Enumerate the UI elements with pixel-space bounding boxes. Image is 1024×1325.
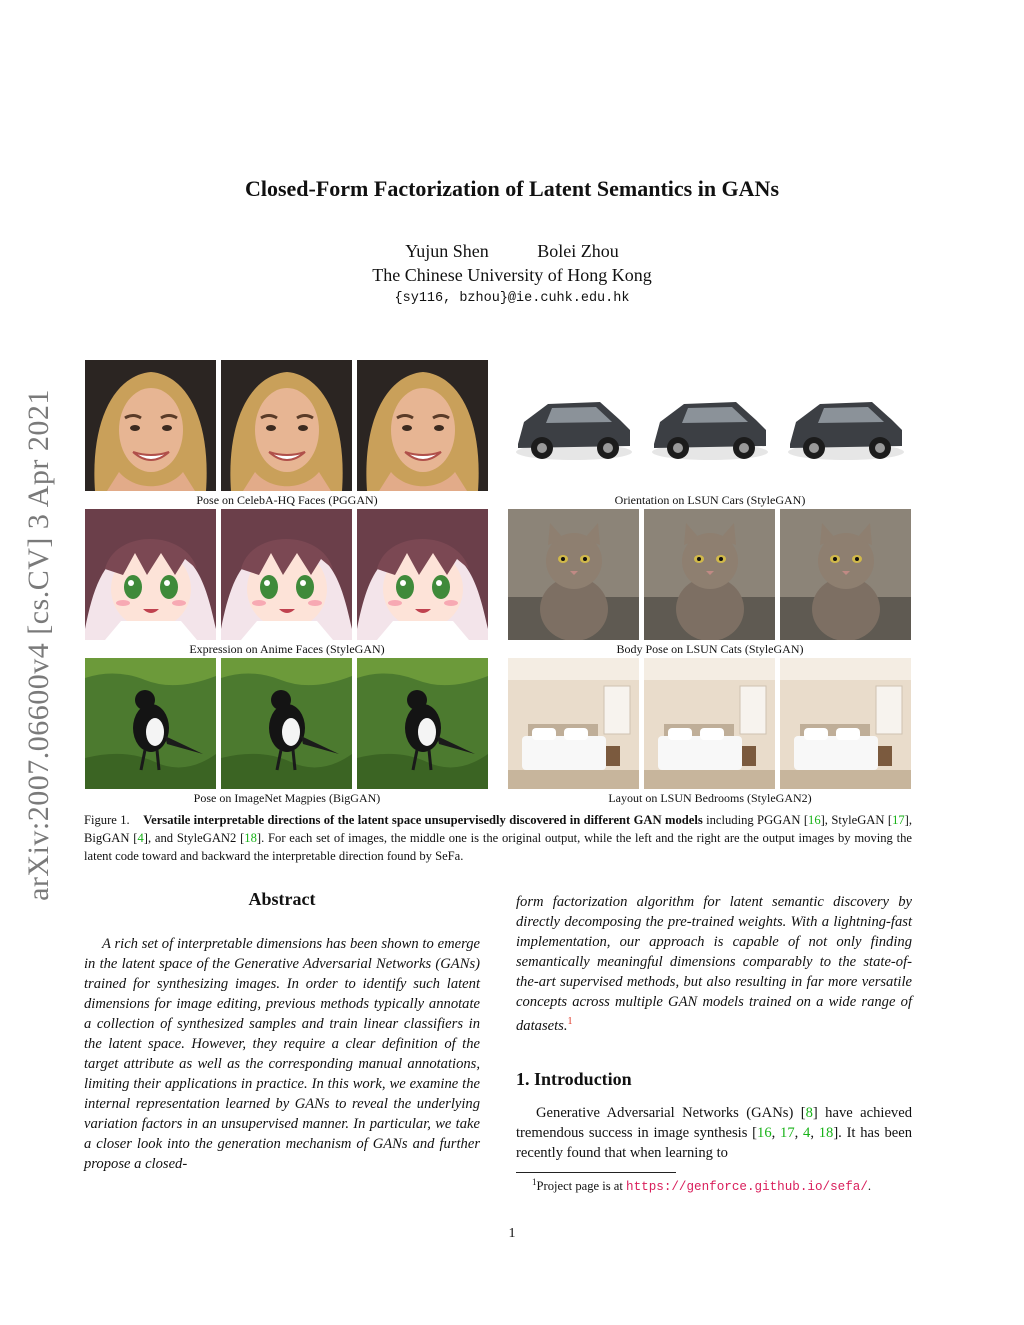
intro-text: Generative Adversarial Networks (GANs) [ (536, 1105, 806, 1121)
bedroom-image-middle (644, 658, 775, 789)
face-image-left (85, 360, 216, 491)
citation-link[interactable]: 17 (780, 1125, 795, 1141)
abstract-text-continued (516, 892, 912, 1036)
figure-panel-anime (85, 509, 489, 657)
caption-text: including PGGAN [ (702, 813, 809, 827)
intro-text: , (794, 1125, 804, 1141)
citation-link[interactable]: 8 (805, 1105, 813, 1121)
abstract-text: A rich set of interpretable dimensions has been shown to emerge in the latent space of the Generative Adversarial Networks (GANs) trained for synthesizing images. In order to identify such latent dimensions for image editing, previous methods typically annotate a collection of synthesized samples and train linear classifiers in the latent space. However, they require a clear definition of the target attribute as well as the corresponding manual annotations, limiting their applications in practice. In this work, we examine the internal representation learned by GANs to reveal the underlying variation factors in an unsupervised manner. In particular, we take a closer look into the generation mechanism of GANs and further propose a closed- (84, 936, 480, 1172)
cat-image-left (508, 509, 639, 640)
footnote-text: Project page is at (536, 1179, 627, 1194)
figure-panel-cats (508, 509, 912, 657)
bird-image-left (85, 658, 216, 789)
figure-label: Figure 1. (84, 813, 130, 827)
author-list (0, 241, 1024, 262)
bird-image-middle (221, 658, 352, 789)
anime-image-left (85, 509, 216, 640)
page-number: 1 (508, 1226, 516, 1241)
abstract-right-column (516, 892, 912, 1036)
paper-title: Closed-Form Factorization of Latent Semantics in GANs (244, 176, 780, 201)
panel-caption: Pose on ImageNet Magpies (BigGAN) (193, 791, 381, 805)
footnote-end: . (867, 1179, 872, 1194)
citation-link[interactable]: 4 (137, 831, 144, 845)
caption-text: ], StyleGAN [ (820, 813, 893, 827)
cat-image-middle (644, 509, 775, 640)
anime-image-right (357, 509, 488, 640)
abstract-text-span: form factorization algorithm for latent semantic discovery by directly decomposing the pre-trained weights. With a lightning-fast implementation, our approach is capable of not only finding semantically meaningful dimensions comparably to the state-of-the-art supervised methods, but also resulting in far more versatile concepts across multiple GAN models trained on a wide range of datasets. (516, 894, 912, 1034)
footnote (532, 1177, 871, 1194)
figure-caption-bold: Versatile interpretable directions of the latent space unsupervisedly discovered in different GAN models (143, 813, 703, 827)
caption-text: ], BigGAN [ (84, 813, 912, 845)
figure-panel-faces (85, 360, 489, 508)
affiliation: The Chinese University of Hong Kong (372, 265, 652, 285)
figure-panel-magpies (85, 658, 489, 806)
figure-panel-cars (508, 360, 912, 508)
figure-caption (84, 811, 912, 865)
bedroom-image-right (780, 658, 911, 789)
car-image-left (508, 360, 639, 491)
intro-text: ] have achieved tremendous success in image synthesis [ (516, 1105, 912, 1141)
footnote-marker[interactable]: 1 (567, 1016, 573, 1027)
footnote-divider (516, 1172, 676, 1173)
intro-text: ]. It has been recently found that when learning to (516, 1125, 913, 1161)
citation-link[interactable]: 16 (757, 1125, 772, 1141)
bird-image-right (357, 658, 488, 789)
intro-text: , (810, 1125, 819, 1141)
panel-caption: Expression on Anime Faces (StyleGAN) (189, 642, 385, 656)
cat-image-right (780, 509, 911, 640)
footnote-number: 1 (532, 1177, 537, 1187)
citation-link[interactable]: 17 (892, 813, 905, 827)
panel-caption: Orientation on LSUN Cars (StyleGAN) (614, 493, 806, 507)
arxiv-stamp-text: arXiv:2007.06600v4 [cs.CV] 3 Apr 2021 (22, 389, 55, 901)
project-page-link[interactable]: https://genforce.github.io/sefa/ (626, 1180, 868, 1195)
citation-link[interactable]: 18 (244, 831, 257, 845)
abstract-heading: Abstract (248, 889, 316, 909)
author-name: Bolei Zhou (537, 241, 619, 261)
author-email: {sy116, bzhou}@ie.cuhk.edu.hk (394, 291, 630, 306)
anime-image-middle (221, 509, 352, 640)
author-name: Yujun Shen (405, 241, 489, 261)
arxiv-side-stamp (8, 362, 70, 928)
figure-panel-bedrooms (508, 658, 912, 806)
caption-text: ], and StyleGAN2 [ (143, 831, 245, 845)
section-heading: 1. Introduction (516, 1069, 632, 1089)
car-image-right (780, 360, 911, 491)
citation-link[interactable]: 18 (818, 1125, 834, 1141)
intro-text: , (771, 1125, 781, 1141)
caption-text: ]. For each set of images, the middle one is the original output, while the left and the right are the output images by moving the latent code toward and backward the interpretable direction found by SeFa. (84, 831, 912, 863)
abstract-left-column (84, 934, 480, 1174)
panel-caption: Layout on LSUN Bedrooms (StyleGAN2) (608, 791, 812, 805)
citation-link[interactable]: 4 (803, 1125, 811, 1141)
panel-caption: Pose on CelebA-HQ Faces (PGGAN) (196, 493, 378, 507)
bedroom-image-left (508, 658, 639, 789)
intro-paragraph (516, 1103, 912, 1163)
panel-caption: Body Pose on LSUN Cats (StyleGAN) (616, 642, 804, 656)
car-image-middle (644, 360, 775, 491)
face-image-middle (221, 360, 352, 491)
citation-link[interactable]: 16 (808, 813, 821, 827)
face-image-right (357, 360, 488, 491)
